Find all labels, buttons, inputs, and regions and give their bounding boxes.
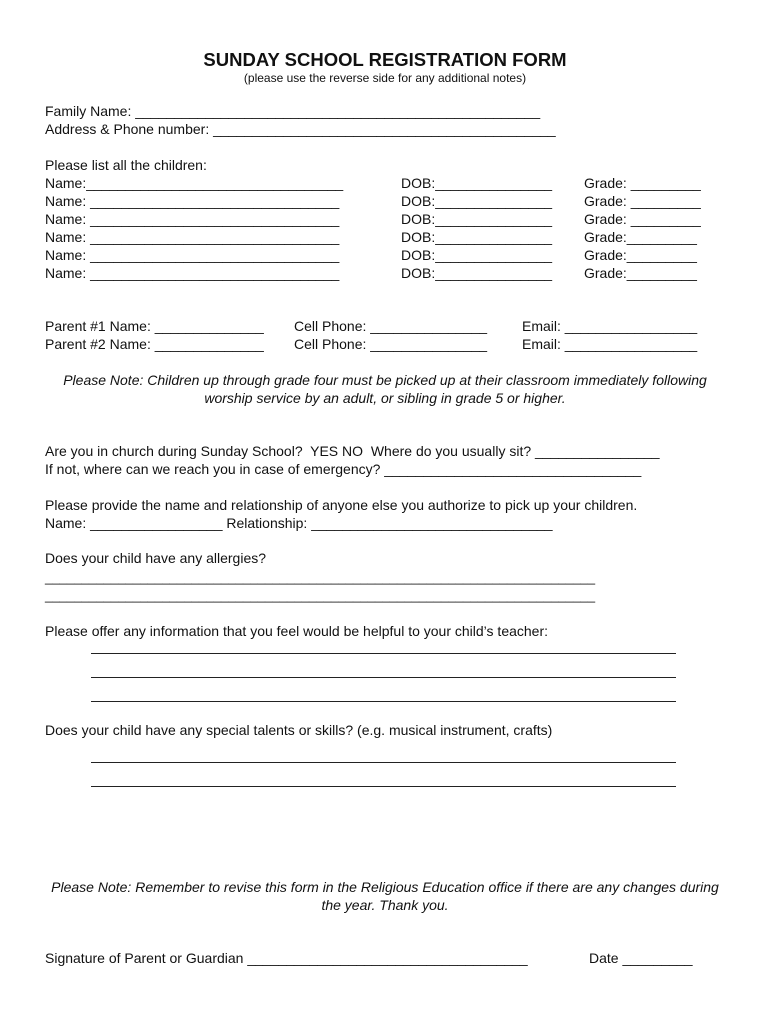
address-phone-field[interactable]: Address & Phone number: ____________________________________________ — [45, 121, 556, 137]
talents-line-2[interactable] — [91, 786, 676, 787]
child-3-grade-field[interactable]: Grade: _________ — [584, 211, 701, 227]
form-subtitle: (please use the reverse side for any additional notes) — [243, 71, 527, 85]
parent-1-email-field[interactable]: Email: _________________ — [522, 318, 698, 334]
child-3-name-field[interactable]: Name: ________________________________ — [45, 211, 340, 227]
revise-form-note: Please Note: Remember to revise this form in the Religious Education office if there are any changes during the year. Thank you. — [51, 879, 719, 913]
authorize-pickup-text: Please provide the name and relationship of anyone else you authorize to pick up your children. — [45, 497, 638, 513]
child-4-grade-field[interactable]: Grade:_________ — [584, 229, 697, 245]
teacher-info-line-3[interactable] — [91, 701, 676, 702]
child-5-grade-field[interactable]: Grade:_________ — [584, 247, 697, 263]
child-1-grade-field[interactable]: Grade: _________ — [584, 175, 701, 191]
children-heading: Please list all the children: — [45, 157, 207, 173]
authorized-person-fields[interactable]: Name: _________________ Relationship: _______________________________ — [45, 515, 553, 531]
teacher-info-line-2[interactable] — [91, 677, 676, 678]
child-6-name-field[interactable]: Name: ________________________________ — [45, 265, 340, 281]
child-4-name-field[interactable]: Name: ________________________________ — [45, 229, 340, 245]
child-3-dob-field[interactable]: DOB:_______________ — [401, 211, 553, 227]
teacher-info-question: Please offer any information that you feel would be helpful to your child’s teacher: — [45, 623, 549, 639]
allergies-line-2[interactable]: ___________________________________________________________________________ — [45, 588, 596, 603]
talents-line-1[interactable] — [91, 762, 676, 763]
talents-question: Does your child have any special talents or skills? (e.g. musical instrument, crafts) — [45, 722, 553, 738]
child-2-name-field[interactable]: Name: ________________________________ — [45, 193, 340, 209]
form-title: SUNDAY SCHOOL REGISTRATION FORM — [203, 49, 567, 70]
parent-2-name-field[interactable]: Parent #2 Name: ______________ — [45, 336, 264, 352]
child-5-name-field[interactable]: Name: ________________________________ — [45, 247, 340, 263]
emergency-contact-field[interactable]: If not, where can we reach you in case of emergency? _________________________________ — [45, 461, 642, 477]
parent-1-name-field[interactable]: Parent #1 Name: ______________ — [45, 318, 264, 334]
family-name-field[interactable]: Family Name: ____________________________________________________ — [45, 103, 541, 119]
allergies-question: Does your child have any allergies? — [45, 550, 267, 566]
child-1-name-field[interactable]: Name:_________________________________ — [45, 175, 344, 191]
child-5-dob-field[interactable]: DOB:_______________ — [401, 247, 553, 263]
signature-field[interactable]: Signature of Parent or Guardian ____________________________________ — [45, 950, 528, 966]
church-attendance-question[interactable]: Are you in church during Sunday School? YES NO Where do you usually sit? ________________ — [45, 443, 660, 459]
pickup-note: Please Note: Children up through grade four must be picked up at their classroom immediately following worship service by an adult, or sibling in grade 5 or higher. — [63, 372, 707, 406]
parent-1-cell-field[interactable]: Cell Phone: _______________ — [294, 318, 488, 334]
child-2-grade-field[interactable]: Grade: _________ — [584, 193, 701, 209]
child-6-grade-field[interactable]: Grade:_________ — [584, 265, 697, 281]
teacher-info-line-1[interactable] — [91, 653, 676, 654]
child-1-dob-field[interactable]: DOB:_______________ — [401, 175, 553, 191]
allergies-line-1[interactable]: ___________________________________________________________________________ — [45, 570, 596, 585]
child-4-dob-field[interactable]: DOB:_______________ — [401, 229, 553, 245]
parent-2-email-field[interactable]: Email: _________________ — [522, 336, 698, 352]
date-field[interactable]: Date _________ — [589, 950, 693, 966]
child-2-dob-field[interactable]: DOB:_______________ — [401, 193, 553, 209]
parent-2-cell-field[interactable]: Cell Phone: _______________ — [294, 336, 488, 352]
child-6-dob-field[interactable]: DOB:_______________ — [401, 265, 553, 281]
